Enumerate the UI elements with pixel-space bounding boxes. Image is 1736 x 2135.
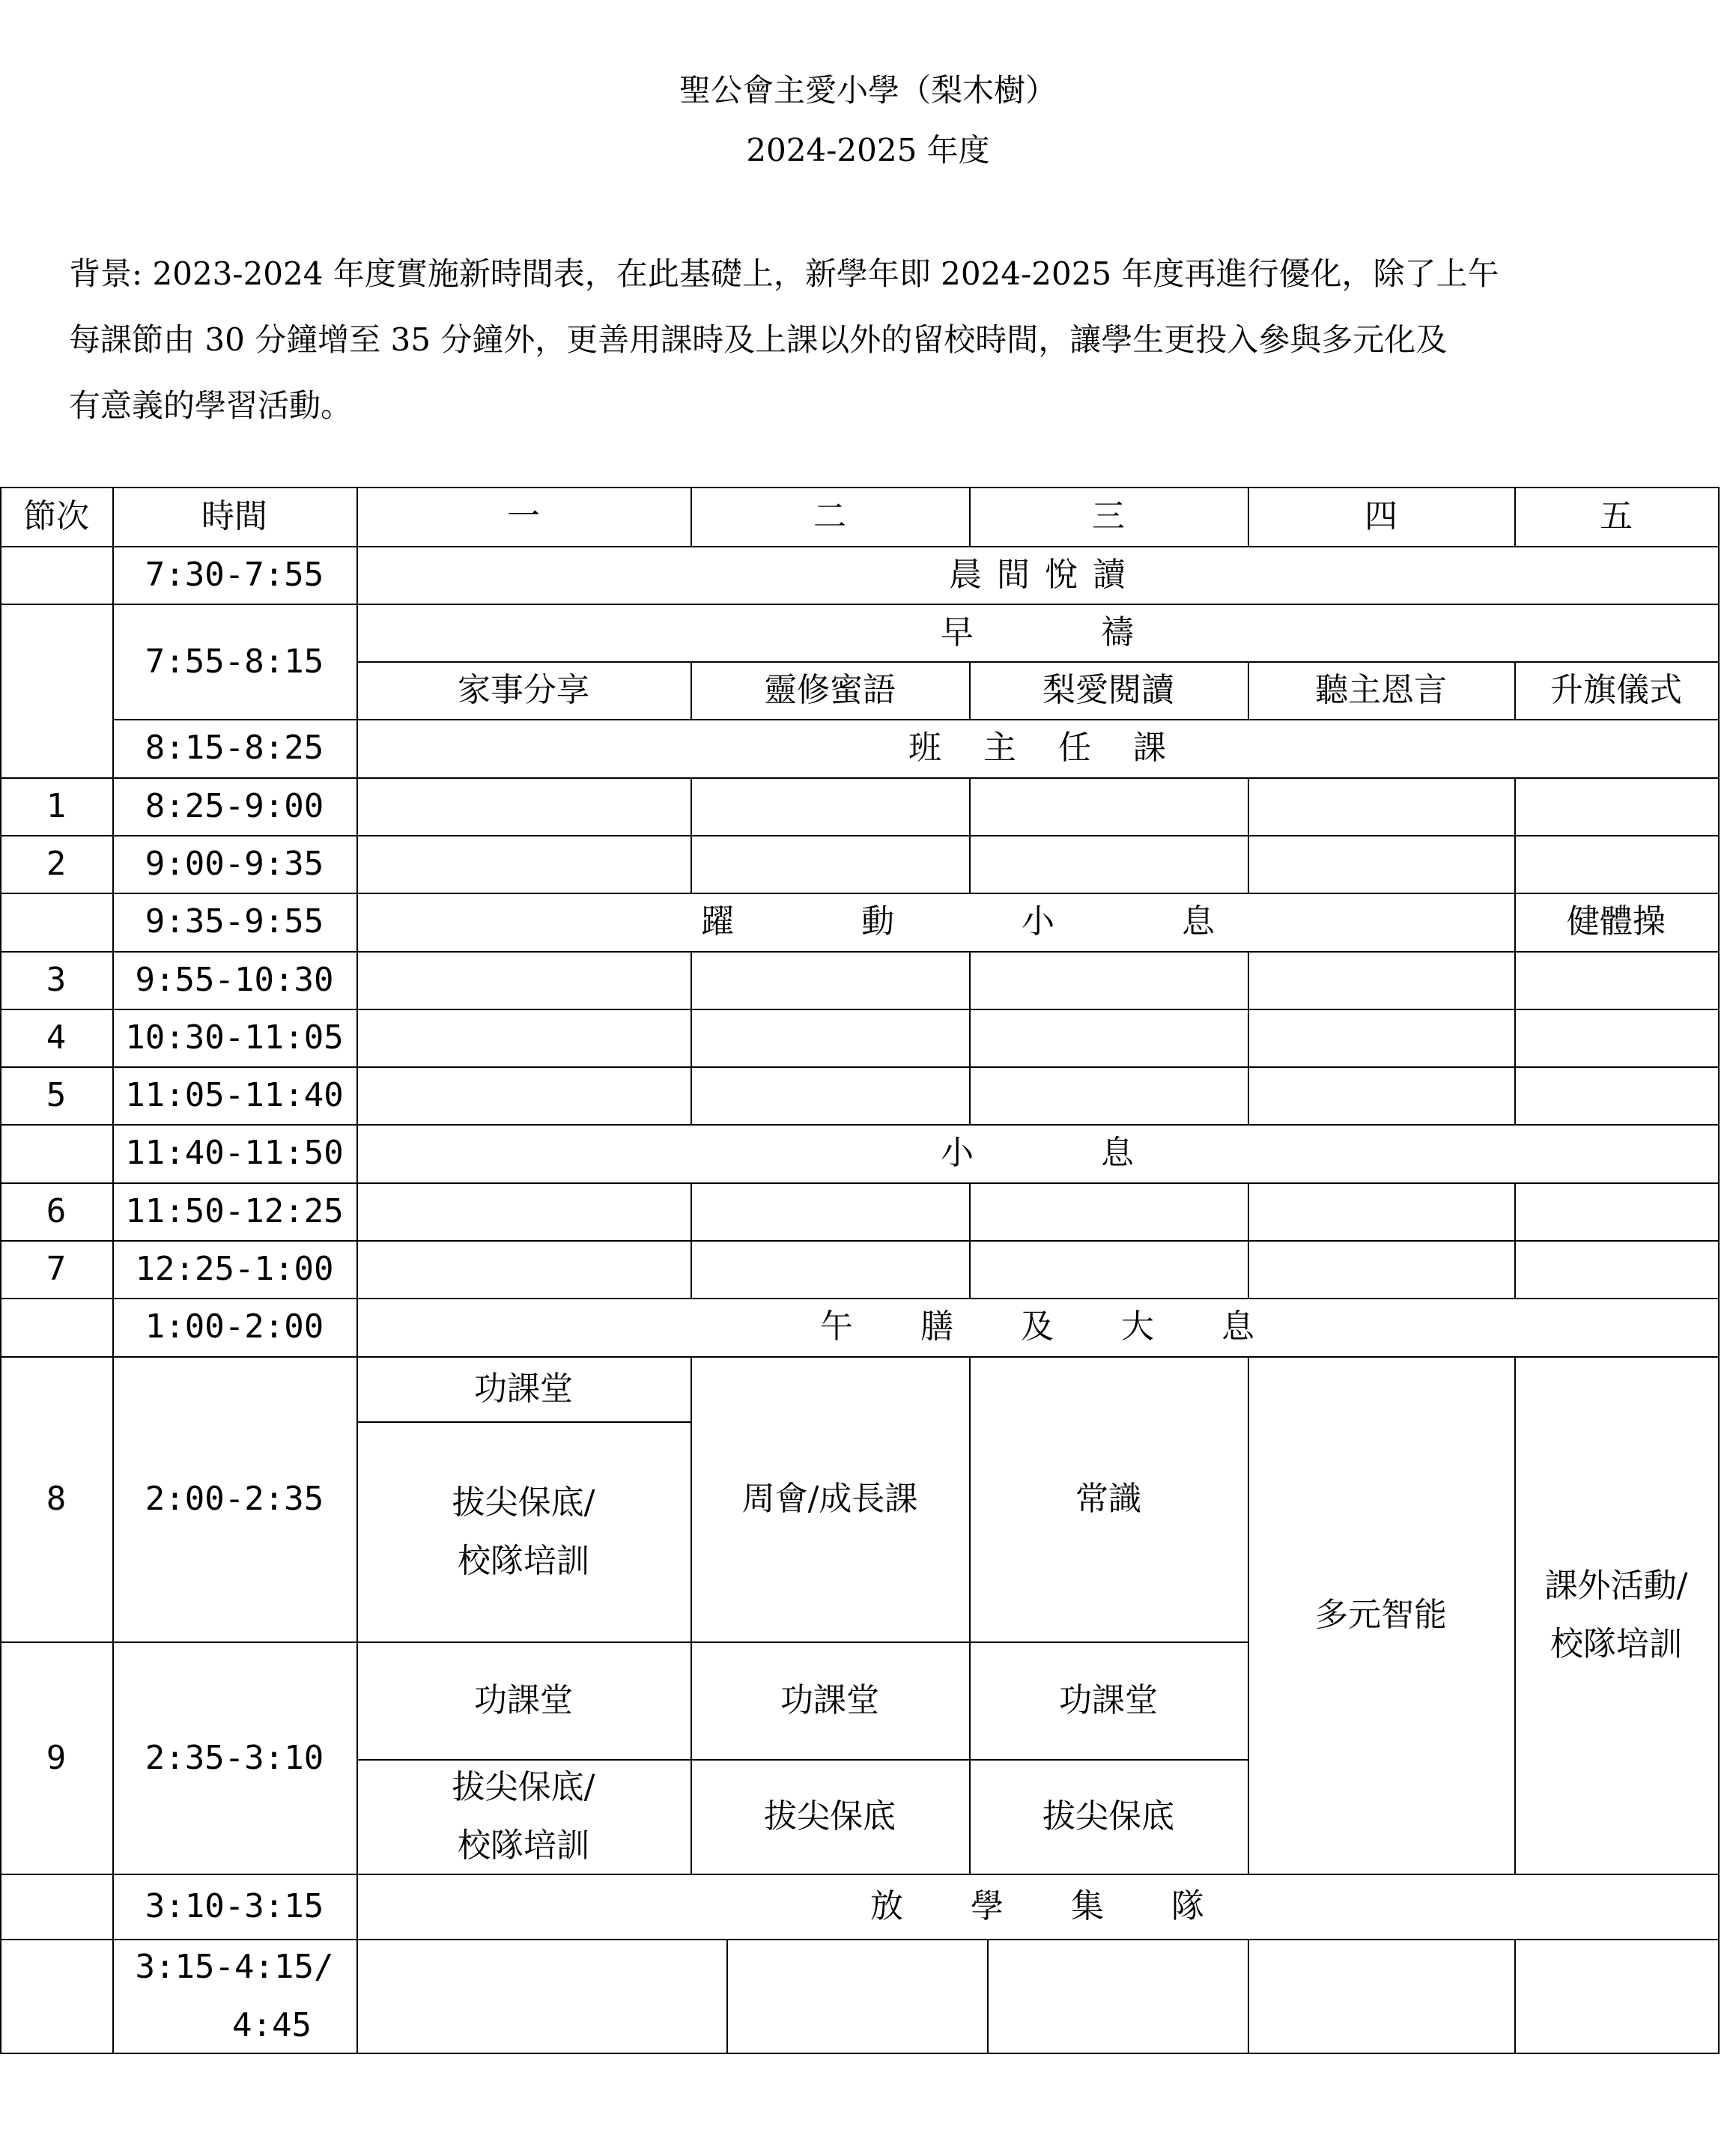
span-cell-lunch <box>356 1298 1718 1356</box>
header-tue: 二 <box>813 497 846 535</box>
span-char: 學 <box>971 1887 1004 1925</box>
background-paragraph <box>69 241 1679 439</box>
period-cell: 6 <box>46 1192 67 1230</box>
table-border <box>1248 1182 1249 1299</box>
mon-homework: 功課堂 <box>474 1370 573 1408</box>
span-cell-class-teacher <box>356 719 1718 777</box>
header-time: 時間 <box>201 497 267 535</box>
table-border <box>1514 777 1516 893</box>
time-cell: 2:00-2:35 <box>145 1480 324 1518</box>
header-thu: 四 <box>1365 497 1397 535</box>
time-cell: 10:30-11:05 <box>125 1018 344 1057</box>
span-char: 躍 <box>701 902 734 941</box>
span-char: 禱 <box>1101 613 1134 652</box>
header-period: 節次 <box>23 497 89 535</box>
span-char: 小 <box>941 1134 974 1172</box>
span-char: 任 <box>1058 729 1091 767</box>
time-cell: 12:25-1:00 <box>135 1250 334 1288</box>
background-line-1: 背景: 2023-2024 年度實施新時間表，在此基礎上，新學年即 2024-2025 年度再進行優化，除了上午 <box>69 255 1499 292</box>
table-border <box>691 951 692 1125</box>
table-border <box>1514 1182 1516 1299</box>
cell-line: 校隊培訓 <box>458 1541 589 1580</box>
time-cell: 1:00-2:00 <box>145 1308 324 1346</box>
span-cell-active-recess <box>356 893 1514 951</box>
period-cell: 2 <box>46 845 67 883</box>
span-char: 息 <box>1221 1308 1254 1346</box>
span-cell-recess <box>356 1124 1718 1182</box>
time-cell: 8:15-8:25 <box>145 729 324 767</box>
cell-line: 4:45 <box>232 2006 312 2044</box>
time-cell: 7:30-7:55 <box>145 556 324 594</box>
tue-homework: 功課堂 <box>780 1681 879 1719</box>
table-border <box>969 777 971 893</box>
table-border <box>1248 951 1249 1125</box>
tue-assembly: 周會/成長課 <box>741 1480 918 1518</box>
table-border <box>691 1182 692 1299</box>
table-border <box>1514 1939 1516 2054</box>
background-line-2: 每課節由 30 分鐘增至 35 分鐘外，更善用課時及上課以外的留校時間，讓學生更投入參與多元化及 <box>69 321 1448 358</box>
time-cell: 8:25-9:00 <box>145 787 324 825</box>
span-char: 班 <box>908 729 941 767</box>
span-char: 間 <box>997 556 1030 594</box>
mon-enrichment <box>356 1421 691 1642</box>
period-cell: 1 <box>46 787 67 825</box>
thu-activity: 聽主恩言 <box>1315 671 1447 709</box>
tue-enrichment: 拔尖保底 <box>764 1797 896 1835</box>
time-cell: 9:35-9:55 <box>145 902 324 941</box>
span-char: 晨 <box>949 556 982 594</box>
span-char: 及 <box>1021 1308 1054 1346</box>
mon-homework: 功課堂 <box>474 1681 573 1719</box>
wed-activity: 梨愛閱讀 <box>1042 671 1174 709</box>
span-char: 悅 <box>1045 556 1078 594</box>
time-cell: 11:05-11:40 <box>125 1076 344 1114</box>
wed-enrichment: 拔尖保底 <box>1042 1797 1174 1835</box>
span-char: 息 <box>1101 1134 1134 1172</box>
table-border <box>987 1939 989 2054</box>
span-char: 息 <box>1182 902 1215 941</box>
mon-enrichment <box>356 1759 691 1874</box>
span-char: 集 <box>1071 1887 1104 1925</box>
fri-activity: 升旗儀式 <box>1550 671 1682 709</box>
background-line-3: 有意義的學習活動。 <box>69 387 353 424</box>
cell-line: 校隊培訓 <box>1550 1625 1682 1663</box>
table-border <box>1248 777 1249 893</box>
cell-line: 課外活動/ <box>1544 1567 1688 1605</box>
span-cell-morning-prayer <box>356 604 1718 662</box>
period-cell: 4 <box>46 1018 67 1057</box>
period-cell: 7 <box>46 1250 67 1288</box>
span-char: 動 <box>861 902 894 941</box>
fri-exercise: 健體操 <box>1567 902 1666 941</box>
time-cell: 3:10-3:15 <box>145 1887 324 1925</box>
time-cell: 7:55-8:15 <box>145 642 324 681</box>
cell-line: 拔尖保底/ <box>452 1483 595 1522</box>
span-char: 隊 <box>1171 1887 1204 1925</box>
span-char: 早 <box>941 613 974 652</box>
table-border <box>1718 487 1720 2054</box>
period-cell: 9 <box>46 1738 67 1777</box>
period-cell: 5 <box>46 1076 67 1114</box>
span-char: 膳 <box>920 1308 953 1346</box>
academic-year: 2024-2025 年度 <box>746 132 990 168</box>
cell-line: 校隊培訓 <box>458 1826 589 1865</box>
thu-multiple-intelligence: 多元智能 <box>1315 1596 1447 1634</box>
cell-line: 拔尖保底/ <box>452 1768 595 1806</box>
header-wed: 三 <box>1092 497 1125 535</box>
span-char: 主 <box>983 729 1016 767</box>
span-char: 小 <box>1022 902 1054 941</box>
table-border <box>1248 1939 1249 2054</box>
time-cell: 9:55-10:30 <box>135 961 334 999</box>
span-char: 大 <box>1121 1308 1154 1346</box>
school-title: 聖公會主愛小學（梨木樹） <box>679 72 1057 109</box>
table-border <box>969 951 971 1125</box>
span-char: 讀 <box>1093 556 1126 594</box>
header-mon: 一 <box>507 497 540 535</box>
span-char: 午 <box>820 1308 853 1346</box>
time-cell: 9:00-9:35 <box>145 845 324 883</box>
fri-extracurricular <box>1514 1356 1718 1874</box>
span-char: 放 <box>870 1887 903 1925</box>
span-char: 課 <box>1133 729 1166 767</box>
time-cell: 11:40-11:50 <box>125 1134 344 1172</box>
period-cell: 8 <box>46 1480 67 1518</box>
wed-general-studies: 常識 <box>1075 1480 1141 1518</box>
table-border <box>969 1182 971 1299</box>
span-cell-dismissal <box>356 1874 1718 1940</box>
time-cell-after-school <box>112 1939 356 2054</box>
tue-activity: 靈修蜜語 <box>764 671 896 709</box>
header-fri: 五 <box>1600 497 1633 535</box>
table-border <box>726 1939 728 2054</box>
table-border <box>1514 951 1516 1125</box>
wed-homework: 功課堂 <box>1059 1681 1158 1719</box>
mon-activity: 家事分享 <box>458 671 589 709</box>
table-border <box>691 777 692 893</box>
period-cell: 3 <box>46 961 67 999</box>
time-cell: 2:35-3:10 <box>145 1738 324 1777</box>
time-cell: 11:50-12:25 <box>125 1192 344 1230</box>
cell-line: 3:15-4:15/ <box>135 1948 334 1986</box>
span-cell-morning-reading <box>356 546 1718 604</box>
